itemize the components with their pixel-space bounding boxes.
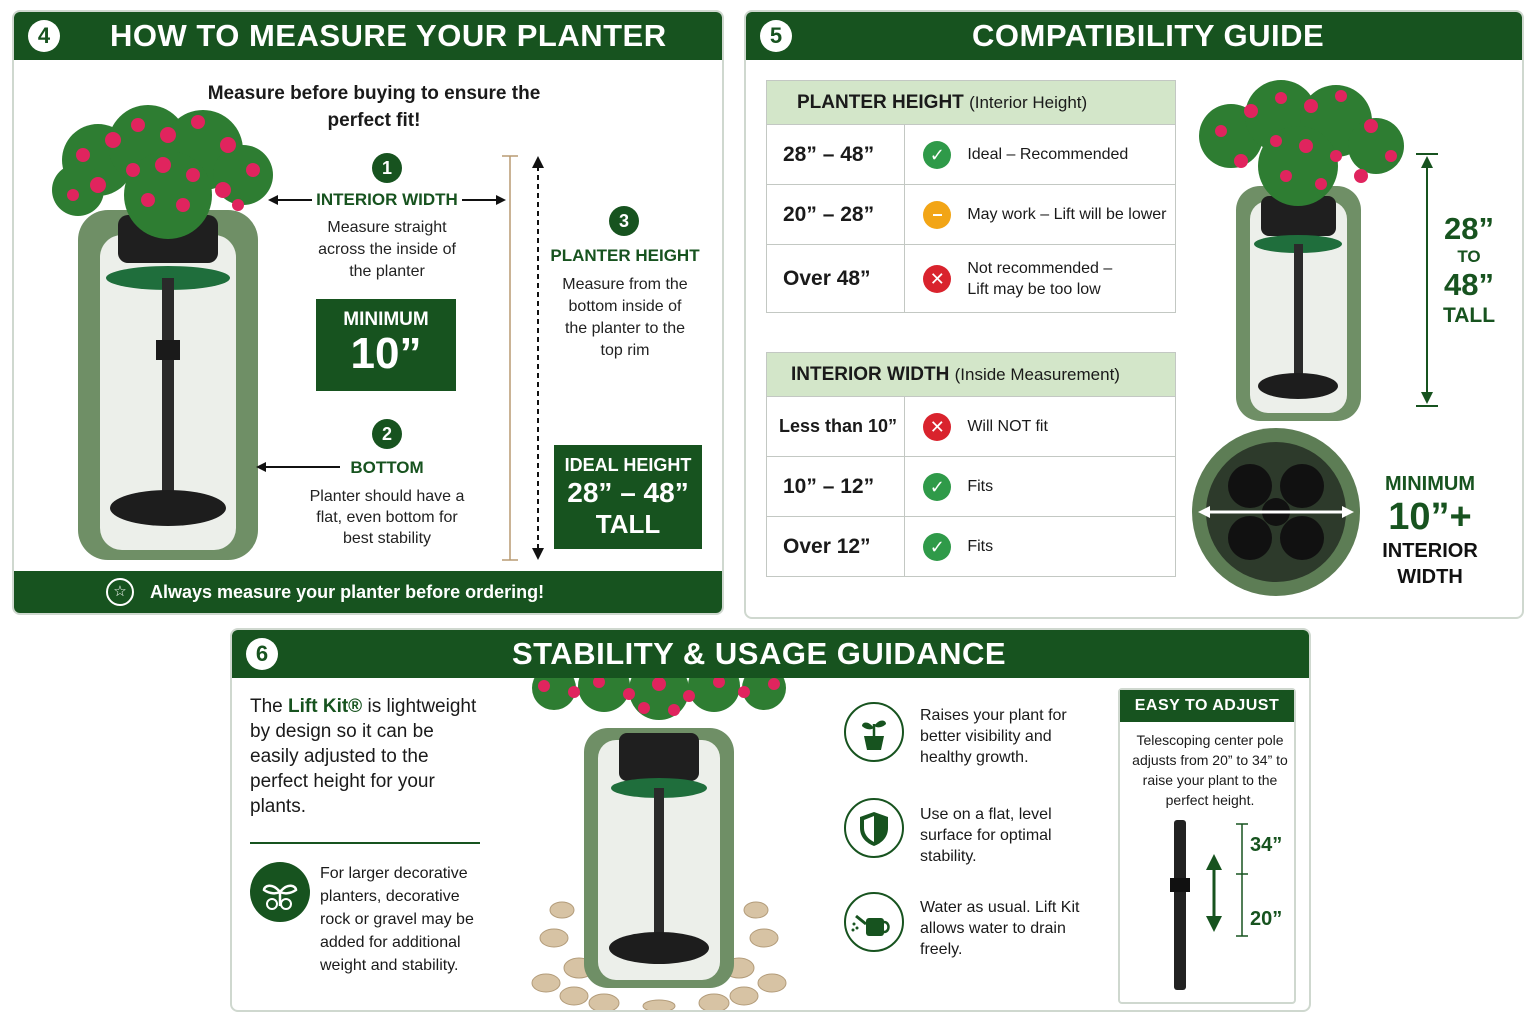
check-icon: ✓ bbox=[923, 141, 951, 169]
stability-title: STABILITY & USAGE GUIDANCE bbox=[512, 636, 1007, 671]
step-2-title: BOTTOM bbox=[350, 458, 424, 477]
check-icon: ✓ bbox=[923, 473, 951, 501]
tip-level-surface: Use on a flat, level surface for optimal stability. bbox=[920, 806, 1052, 865]
minimum-label: MINIMUM bbox=[343, 309, 429, 330]
table-row bbox=[767, 517, 1176, 577]
width-result: Fits bbox=[967, 478, 994, 495]
step-2-desc: Planter should have a flat, even bottom for best stability bbox=[309, 488, 465, 547]
table-row bbox=[767, 245, 1176, 313]
easy-adjust-header: EASY TO ADJUST bbox=[1120, 690, 1294, 722]
width-size: 10” – 12” bbox=[767, 457, 905, 517]
min-height-label: 20” bbox=[1250, 908, 1283, 930]
check-icon: ✓ bbox=[923, 533, 951, 561]
shield-icon bbox=[844, 798, 904, 858]
compatibility-panel bbox=[744, 10, 1524, 619]
plant-sprout-icon bbox=[250, 862, 310, 922]
height-callout bbox=[1434, 212, 1504, 330]
height-callout-bottom: 48” bbox=[1444, 267, 1494, 302]
compatibility-header bbox=[746, 12, 1522, 60]
table-row bbox=[767, 185, 1176, 245]
measure-panel bbox=[12, 10, 724, 615]
height-callout-mid: TO bbox=[1457, 247, 1481, 266]
star-icon: ☆ bbox=[106, 578, 134, 606]
easy-adjust-desc: Telescoping center pole adjusts from 20” to 34” to raise your plant to the perfect height. bbox=[1132, 732, 1288, 808]
cross-icon: ✕ bbox=[923, 413, 951, 441]
step-3-title: PLANTER HEIGHT bbox=[550, 246, 700, 265]
width-callout-value: 10”+ bbox=[1388, 496, 1472, 538]
ideal-height-label: IDEAL HEIGHT bbox=[564, 455, 692, 475]
ideal-height-box bbox=[554, 445, 702, 549]
height-size: 28” – 48” bbox=[767, 125, 905, 185]
brand-name: Lift Kit® bbox=[288, 696, 363, 717]
table-row bbox=[767, 457, 1176, 517]
section-number: 4 bbox=[28, 20, 60, 52]
cross-icon: ✕ bbox=[923, 265, 951, 293]
rock-tip: For larger decorative planters, decorative rock or gravel may be added for additional weight and stability. bbox=[320, 865, 474, 974]
section-number: 5 bbox=[760, 20, 792, 52]
step-1-desc: Measure straight across the inside of the planter bbox=[318, 219, 456, 280]
measure-intro: Measure before buying to ensure the perfect fit! bbox=[207, 83, 541, 131]
compatibility-title: COMPATIBILITY GUIDE bbox=[972, 18, 1325, 53]
planter-top-view bbox=[1190, 426, 1362, 598]
step-3-number: 3 bbox=[609, 206, 639, 236]
height-callout-suffix: TALL bbox=[1442, 304, 1496, 327]
easy-adjust-box bbox=[1118, 688, 1296, 1004]
height-measure-line bbox=[498, 154, 558, 564]
width-callout-label: MINIMUM bbox=[1385, 473, 1475, 495]
planter-illustration bbox=[38, 100, 278, 570]
width-callout-line2: WIDTH bbox=[1397, 566, 1463, 588]
tip-watering: Water as usual. Lift Kit allows water to drain freely. bbox=[920, 899, 1080, 958]
ideal-height-suffix: TALL bbox=[595, 509, 661, 539]
table-row bbox=[767, 125, 1176, 185]
width-arrow-left-icon bbox=[268, 192, 314, 208]
stability-lead: The Lift Kit® is lightweight by design so it can be easily adjusted to the perfect height for your plants. bbox=[250, 696, 477, 817]
width-callout-line1: INTERIOR bbox=[1382, 540, 1478, 562]
height-result: Ideal – Recommended bbox=[967, 146, 1129, 163]
measure-footer bbox=[14, 571, 722, 613]
section-number: 6 bbox=[246, 638, 278, 670]
plant-pot-icon bbox=[844, 702, 904, 762]
watering-can-icon bbox=[844, 892, 904, 952]
height-table-header: PLANTER HEIGHT (Interior Height) bbox=[767, 81, 1176, 125]
divider bbox=[250, 842, 480, 844]
minimum-width-box bbox=[316, 299, 456, 391]
measure-title: HOW TO MEASURE YOUR PLANTER bbox=[110, 18, 667, 53]
width-size: Less than 10” bbox=[767, 397, 905, 457]
measure-footer-text: Always measure your planter before ordering! bbox=[150, 582, 545, 602]
stability-panel bbox=[230, 628, 1311, 1012]
width-result: Fits bbox=[967, 538, 994, 555]
table-row bbox=[767, 397, 1176, 457]
step-1-title: INTERIOR WIDTH bbox=[316, 190, 458, 209]
measure-header bbox=[14, 12, 722, 60]
height-callout-top: 28” bbox=[1444, 211, 1494, 246]
width-size: Over 12” bbox=[767, 517, 905, 577]
planter-illustration-small bbox=[1186, 76, 1416, 426]
max-height-label: 34” bbox=[1250, 834, 1283, 856]
step-1-number: 1 bbox=[372, 153, 402, 183]
width-callout bbox=[1370, 472, 1490, 590]
height-size: 20” – 28” bbox=[767, 185, 905, 245]
width-result: Will NOT fit bbox=[967, 418, 1048, 435]
planter-with-rocks-illustration bbox=[524, 678, 794, 1012]
width-table bbox=[766, 352, 1176, 577]
tip-visibility: Raises your plant for better visibility and healthy growth. bbox=[920, 707, 1067, 766]
height-result: May work – Lift will be lower bbox=[967, 206, 1167, 223]
ideal-height-value: 28” – 48” bbox=[567, 477, 689, 508]
minimum-value: 10” bbox=[350, 329, 422, 378]
width-table-header: INTERIOR WIDTH (Inside Measurement) bbox=[767, 353, 1176, 397]
step-3-desc: Measure from the bottom inside of the planter to the top rim bbox=[562, 276, 688, 359]
stability-header bbox=[232, 630, 1309, 678]
height-table bbox=[766, 80, 1176, 313]
step-2-number: 2 bbox=[372, 419, 402, 449]
height-size: Over 48” bbox=[767, 245, 905, 313]
minus-icon: − bbox=[923, 201, 951, 229]
height-result: Not recommended – Lift may be too low bbox=[967, 259, 1113, 298]
